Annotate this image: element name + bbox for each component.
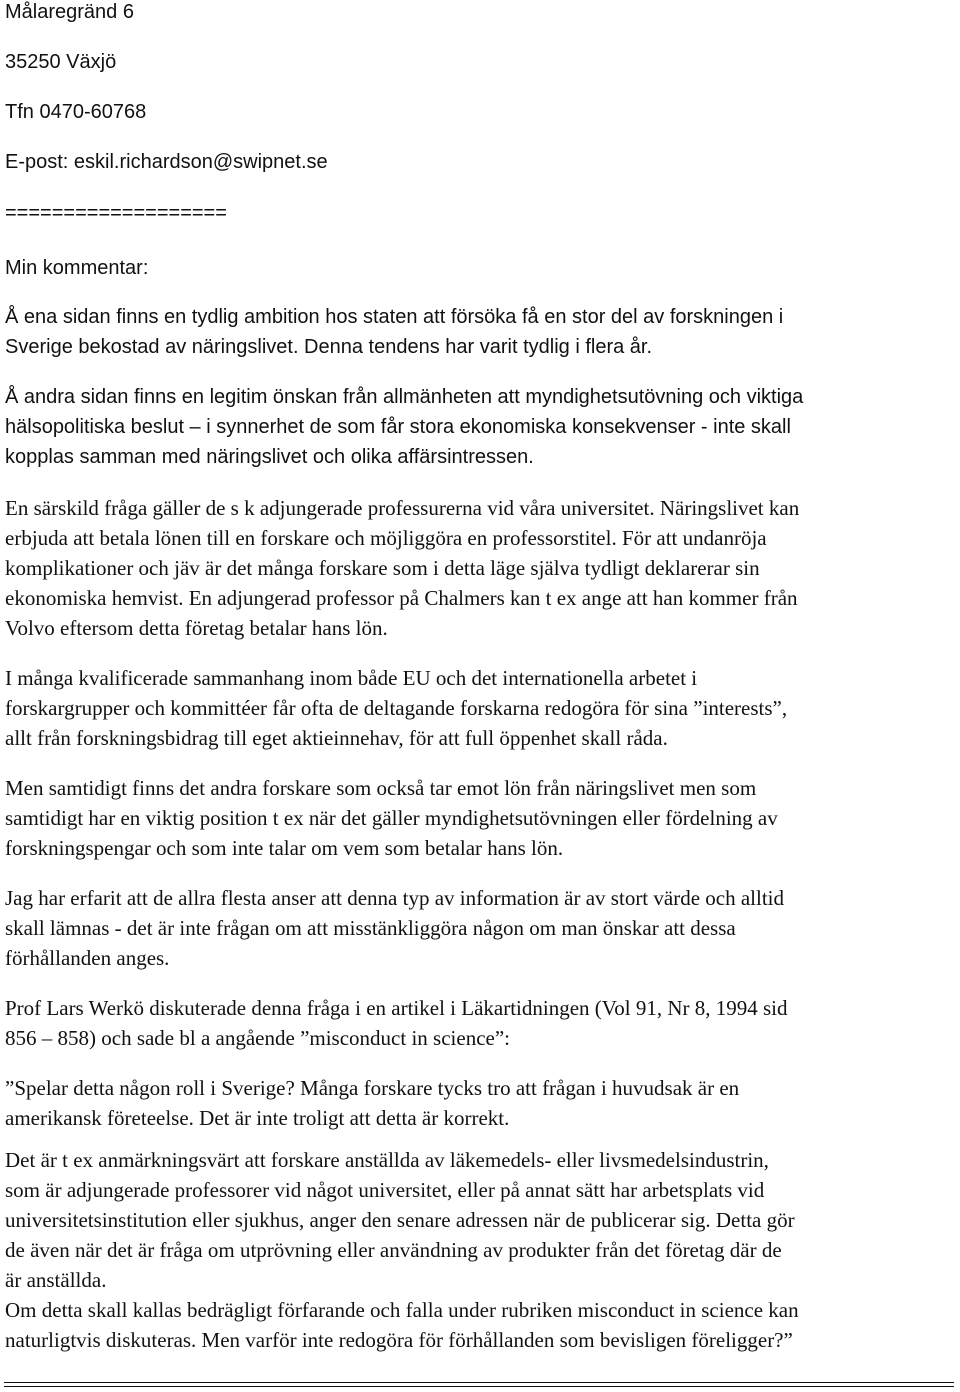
paragraph-line: Jag har erfarit att de allra flesta anser att denna typ av information är av stort värde och alltid [5,886,785,910]
paragraph-line: allt från forskningsbidrag till eget aktieinnehav, för att full öppenhet skall råda. [5,726,668,750]
email-address: E-post: eskil.richardson@swipnet.se [5,151,328,173]
phone-number: Tfn 0470-60768 [5,101,147,123]
paragraph-line: Men samtidigt finns det andra forskare som också tar emot lön från näringslivet men som [5,776,757,800]
paragraph-5 [5,773,957,863]
paragraph-2 [5,382,957,472]
paragraph-line: hälsopolitiska beslut – i synnerhet de som får stora ekonomiska konsekvenser - inte skall [5,416,791,438]
paragraph-line: ”Spelar detta någon roll i Sverige? Många forskare tycks tro att frågan i huvudsak är en [5,1076,740,1100]
paragraph-1 [5,302,957,362]
address-city: 35250 Växjö [5,51,117,73]
paragraph-line: forskningspengar och som inte talar om vem som betalar hans lön. [5,836,564,860]
paragraph-line: naturligtvis diskuteras. Men varför inte redogöra för förhållanden som bevisligen föreligger?” [5,1328,793,1352]
paragraph-line: Om detta skall kallas bedrägligt förfarande och falla under rubriken misconduct in science kan [5,1298,799,1322]
paragraph-line: forskargrupper och kommittéer får ofta de deltagande forskarna redogöra för sina ”interests”, [5,696,788,720]
paragraph-line: universitetsinstitution eller sjukhus, anger den senare adressen när de publicerar sig. Detta gör [5,1208,795,1232]
paragraph-4 [5,663,957,753]
paragraph-line: I många kvalificerade sammanhang inom både EU och det internationella arbetet i [5,666,698,690]
paragraph-3 [5,493,957,643]
paragraph-line: Sverige bekostad av näringslivet. Denna tendens har varit tydlig i flera år. [5,336,653,358]
quote-paragraph-1 [5,1073,957,1133]
paragraph-line: är anställda. [5,1268,107,1292]
paragraph-line: Det är t ex anmärkningsvärt att forskare anställda av läkemedels- eller livsmedelsindustrin, [5,1148,769,1172]
paragraph-6 [5,883,957,973]
paragraph-line: skall lämnas - det är inte frågan om att misstänkliggöra någon om man önskar att dessa [5,916,736,940]
paragraph-line: förhållanden anges. [5,946,170,970]
paragraph-line: amerikansk företeelse. Det är inte troligt att detta är korrekt. [5,1106,510,1130]
paragraph-line: de även när det är fråga om utprövning eller användning av produkter från det företag där de [5,1238,782,1262]
paragraph-line: Å ena sidan finns en tydlig ambition hos staten att försöka få en stor del av forskningen i [5,306,784,328]
footer-rule-top [4,1382,954,1383]
paragraph-line: 856 – 858) och sade bl a angående ”misconduct in science”: [5,1026,510,1050]
paragraph-line: erbjuda att betala lönen till en forskare och möjliggöra en professorstitel. För att undanröja [5,526,767,550]
paragraph-line: som är adjungerade professorer vid något universitet, eller på annat sätt har arbetsplats vid [5,1178,765,1202]
paragraph-line: Volvo eftersom detta företag betalar hans lön. [5,616,388,640]
paragraph-line: komplikationer och jäv är det många forskare som i detta läge själva tydligt deklarerar sin [5,556,760,580]
paragraph-line: kopplas samman med näringslivet och olika affärsintressen. [5,446,534,468]
paragraph-line: En särskild fråga gäller de s k adjungerade professurerna vid våra universitet. Näringslivet kan [5,496,800,520]
address-street: Målaregränd 6 [5,1,134,23]
paragraph-line: Prof Lars Werkö diskuterade denna fråga i en artikel i Läkartidningen (Vol 91, Nr 8, 1994 sid [5,996,788,1020]
paragraph-line: Å andra sidan finns en legitim önskan från allmänheten att myndighetsutövning och viktiga [5,386,804,408]
paragraph-line: ekonomiska hemvist. En adjungerad professor på Chalmers kan t ex ange att han kommer från [5,586,798,610]
paragraph-7 [5,993,957,1053]
footer-rule-bottom [4,1386,954,1387]
paragraph-line: samtidigt har en viktig position t ex när det gäller myndighetsutövningen eller fördelning av [5,806,778,830]
comment-heading: Min kommentar: [5,257,149,279]
quote-paragraph-2 [5,1145,957,1355]
divider-line: =================== [5,202,227,224]
